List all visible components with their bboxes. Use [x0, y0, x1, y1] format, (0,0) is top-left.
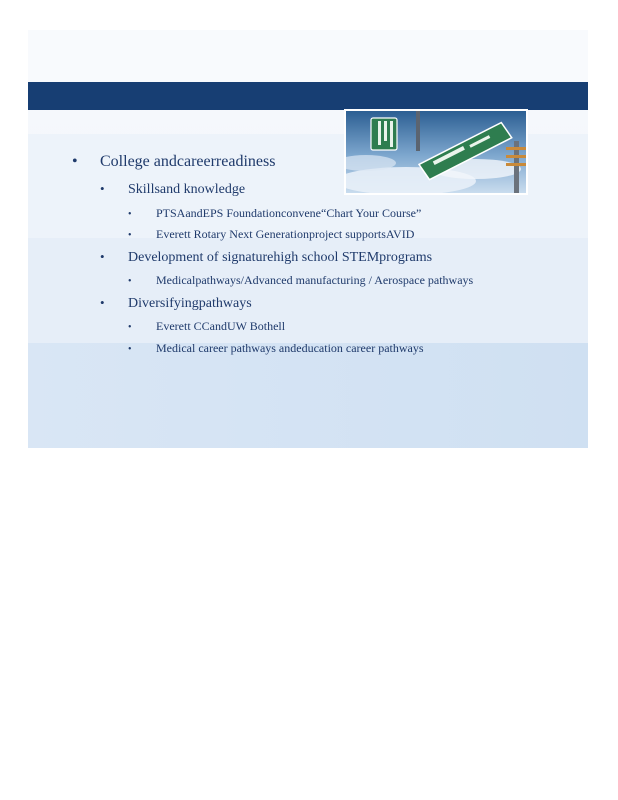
bullet-item-level-3	[128, 319, 285, 334]
bullet-glyph: •	[128, 209, 132, 220]
bullet-glyph: •	[100, 181, 105, 196]
bullet-item-level-3	[128, 341, 424, 356]
slide	[28, 30, 588, 448]
bullet-glyph: •	[128, 322, 132, 333]
bullet-item-level-3	[128, 206, 421, 221]
bullet-text: Medical career pathways andeducation career pathways	[156, 341, 424, 355]
bullet-item-level-2	[100, 181, 245, 198]
bullet-text: Medicalpathways/Advanced manufacturing / Aerospace pathways	[156, 273, 474, 287]
bullet-item-level-2	[100, 295, 252, 312]
bullet-glyph: •	[100, 249, 105, 264]
bullet-text: Skillsand knowledge	[128, 182, 246, 197]
bullet-glyph: •	[72, 153, 78, 170]
bullet-list	[28, 30, 588, 448]
bullet-item-level-2	[100, 249, 432, 266]
bullet-glyph: •	[128, 344, 132, 355]
bullet-item-level-3	[128, 227, 414, 242]
bullet-glyph: •	[128, 230, 132, 241]
bullet-item-level-3	[128, 273, 473, 288]
bullet-text: Diversifyingpathways	[128, 296, 252, 311]
bullet-glyph: •	[100, 295, 105, 310]
bullet-text: Development of signaturehigh school STEMprograms	[128, 250, 433, 265]
bullet-text: Everett CCandUW Bothell	[156, 319, 286, 333]
bullet-glyph: •	[128, 276, 132, 287]
bullet-item-level-1	[72, 153, 275, 171]
bullet-text: PTSAandEPS Foundationconvene“Chart Your Course”	[156, 206, 422, 220]
bullet-text: College andcareerreadiness	[100, 153, 276, 170]
bullet-text: Everett Rotary Next Generationproject supportsAVID	[156, 227, 415, 241]
